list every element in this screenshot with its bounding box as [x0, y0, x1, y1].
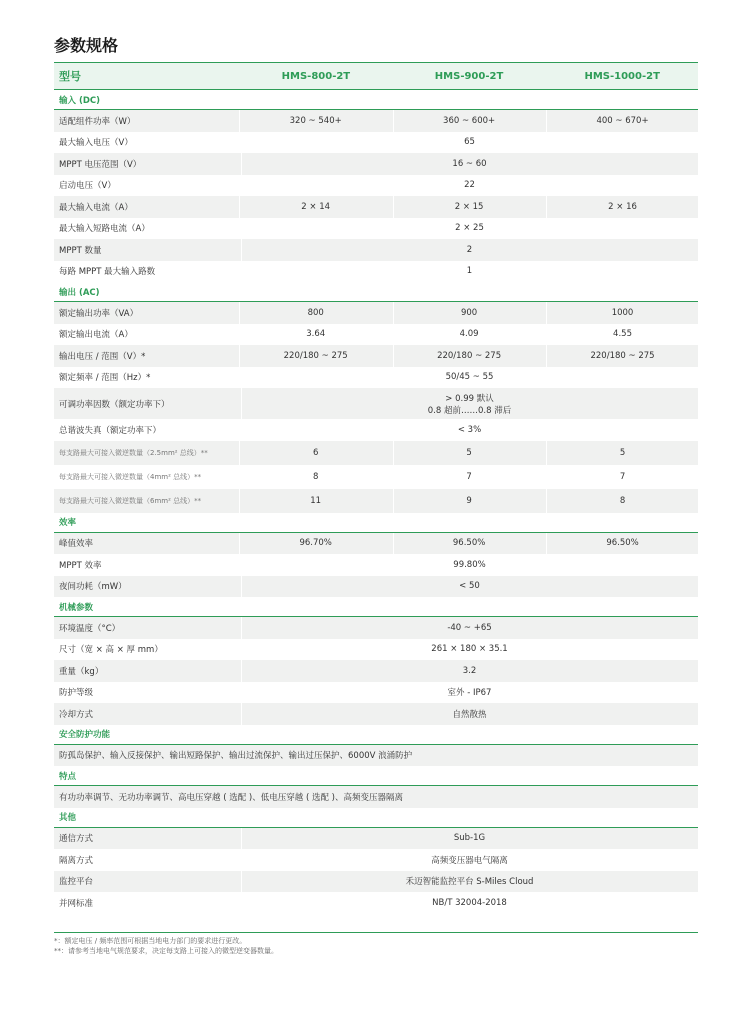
cell: 2 × 15	[393, 196, 545, 218]
section-title: 效率	[59, 518, 77, 528]
table-row	[54, 218, 698, 240]
table-row	[54, 554, 698, 576]
table-row	[54, 745, 698, 767]
cell: 220/180 ~ 275	[393, 345, 545, 367]
cell: 8	[239, 465, 391, 489]
table-row	[54, 871, 698, 893]
table-row	[54, 345, 698, 367]
section-safety	[54, 725, 698, 745]
table-row	[54, 367, 698, 389]
cell: 96.70%	[239, 533, 391, 555]
cell: 5	[546, 441, 698, 465]
table-row	[54, 132, 698, 154]
table-row	[54, 660, 698, 682]
section-features	[54, 766, 698, 786]
model-label: 型号	[59, 70, 81, 83]
cell: 2 × 25	[241, 218, 698, 240]
cell: 96.50%	[393, 533, 545, 555]
table-row	[54, 388, 698, 419]
footnotes	[54, 932, 698, 956]
table-row	[54, 441, 698, 465]
cell: 9	[393, 489, 545, 513]
row-label: 额定输出功率（VA）	[59, 308, 139, 319]
row-label: 通信方式	[59, 834, 94, 845]
footnote: **：请参考当地电气规范要求，决定每支路上可接入的微型逆变器数量。	[54, 947, 278, 955]
table-row	[54, 196, 698, 218]
row-label: 冷却方式	[59, 709, 94, 720]
spec-table	[54, 62, 698, 914]
cell: 7	[393, 465, 545, 489]
cell-line: > 0.99 默认	[445, 393, 494, 404]
row-label: 环境温度（°C）	[59, 623, 121, 634]
cell: 7	[546, 465, 698, 489]
table-row	[54, 261, 698, 283]
cell: NB/T 32004-2018	[241, 892, 698, 914]
cell: 360 ~ 600+	[393, 110, 545, 132]
row-label: 最大输入电压（V）	[59, 138, 133, 149]
row-label: 监控平台	[59, 877, 94, 888]
cell: 3.2	[241, 660, 698, 682]
row-label: 尺寸（宽 × 高 × 厚 mm）	[59, 645, 163, 656]
cell: 220/180 ~ 275	[546, 345, 698, 367]
table-row	[54, 324, 698, 346]
row-label: 最大输入电流（A）	[59, 202, 133, 213]
table-row	[54, 465, 698, 489]
cell: 6	[239, 441, 391, 465]
row-label: 夜间功耗（mW）	[59, 582, 127, 593]
cell: 4.09	[393, 324, 545, 346]
row-label: 额定输出电流（A）	[59, 330, 133, 341]
table-row	[54, 302, 698, 324]
table-row	[54, 892, 698, 914]
cell: 320 ~ 540+	[239, 110, 391, 132]
table-row	[54, 175, 698, 197]
row-label: 每路 MPPT 最大输入路数	[59, 267, 156, 278]
cell: 8	[546, 489, 698, 513]
row-label: MPPT 电压范围（V）	[59, 159, 142, 170]
model-3: HMS-1000-2T	[584, 70, 660, 82]
cell: 5	[393, 441, 545, 465]
row-label: 输出电压 / 范围（V）*	[59, 351, 146, 362]
cell: 2 × 16	[546, 196, 698, 218]
table-row	[54, 682, 698, 704]
cell: Sub-1G	[241, 828, 698, 850]
table-row	[54, 639, 698, 661]
cell: < 50	[241, 576, 698, 598]
safety-text: 防孤岛保护、输入反接保护、输出短路保护、输出过流保护、输出过压保护、6000V 浪涌防护	[59, 751, 413, 762]
cell: 自然散热	[241, 703, 698, 725]
cell: 室外 - IP67	[241, 682, 698, 704]
cell: 400 ~ 670+	[546, 110, 698, 132]
row-label: 隔离方式	[59, 855, 94, 866]
section-title: 特点	[59, 771, 77, 782]
row-label: MPPT 效率	[59, 560, 102, 571]
cell: 900	[393, 302, 545, 324]
row-label: 防护等级	[59, 688, 94, 699]
cell: 高频变压器电气隔离	[241, 849, 698, 871]
cell: -40 ~ +65	[241, 617, 698, 639]
table-row	[54, 153, 698, 175]
table-row	[54, 786, 698, 808]
table-row	[54, 617, 698, 639]
cell: 1000	[546, 302, 698, 324]
table-row	[54, 703, 698, 725]
cell: 220/180 ~ 275	[239, 345, 391, 367]
table-row	[54, 849, 698, 871]
table-row	[54, 576, 698, 598]
cell: 261 × 180 × 35.1	[241, 639, 698, 661]
section-efficiency	[54, 513, 698, 533]
row-label: 额定频率 / 范围（Hz）*	[59, 373, 151, 384]
cell: 50/45 ~ 55	[241, 367, 698, 389]
model-1: HMS-800-2T	[281, 70, 351, 82]
row-label: 适配组件功率（W）	[59, 116, 136, 127]
section-title: 输出 (AC)	[59, 287, 100, 298]
cell: 11	[239, 489, 391, 513]
table-row	[54, 110, 698, 132]
page-title: 参数规格	[54, 36, 119, 55]
section-other	[54, 808, 698, 828]
row-label: 启动电压（V）	[59, 181, 116, 192]
row-label: 可调功率因数（额定功率下）	[59, 399, 170, 410]
cell	[241, 388, 698, 419]
section-output	[54, 282, 698, 302]
table-header	[54, 62, 698, 90]
cell-line: 0.8 超前……0.8 滞后	[427, 405, 512, 416]
cell: 禾迈智能监控平台 S-Miles Cloud	[241, 871, 698, 893]
cell: 99.80%	[241, 554, 698, 576]
row-label: 并网标准	[59, 898, 94, 909]
cell: 96.50%	[546, 533, 698, 555]
section-title: 机械参数	[59, 602, 94, 613]
model-2: HMS-900-2T	[434, 70, 504, 82]
row-label: 总谐波失真（额定功率下）	[59, 425, 162, 436]
section-title: 安全防护功能	[59, 730, 111, 740]
row-label: 最大输入短路电流（A）	[59, 224, 150, 235]
cell: 4.55	[546, 324, 698, 346]
section-title: 输入 (DC)	[59, 95, 101, 106]
table-row	[54, 419, 698, 441]
cell: 2	[241, 239, 698, 261]
table-row	[54, 533, 698, 555]
row-label: 重量（kg）	[59, 666, 104, 677]
cell: 800	[239, 302, 391, 324]
cell: 22	[241, 175, 698, 197]
footnote: *：额定电压 / 频率范围可根据当地电力部门的要求进行更改。	[54, 937, 247, 945]
section-mechanical	[54, 597, 698, 617]
cell: 16 ~ 60	[241, 153, 698, 175]
cell: 2 × 14	[239, 196, 391, 218]
row-label: 每支路最大可接入微逆数量（4mm² 总线）**	[59, 472, 202, 481]
row-label: 每支路最大可接入微逆数量（6mm² 总线）**	[59, 496, 202, 505]
table-row	[54, 489, 698, 513]
cell: 1	[241, 261, 698, 283]
cell: 3.64	[239, 324, 391, 346]
row-label: MPPT 数量	[59, 245, 102, 256]
table-row	[54, 828, 698, 850]
cell: 65	[241, 132, 698, 154]
features-text: 有功功率调节、无功功率调节、高电压穿越 ( 选配 )、低电压穿越 ( 选配 )、高频变压器隔离	[59, 792, 403, 803]
table-row	[54, 239, 698, 261]
row-label: 峰值效率	[59, 539, 94, 550]
section-input	[54, 90, 698, 110]
cell: < 3%	[241, 419, 698, 441]
row-label: 每支路最大可接入微逆数量（2.5mm² 总线）**	[59, 448, 208, 457]
section-title: 其他	[59, 813, 77, 823]
